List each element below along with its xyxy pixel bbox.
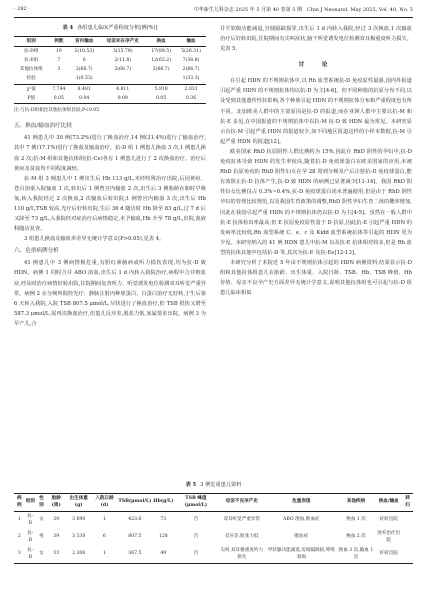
table-cell: 2 xyxy=(17,534,21,540)
table5-block xyxy=(14,481,413,564)
paragraph: 3 组患儿换血及输血率差异无统计学意义(P>0.05),见表 4。 xyxy=(24,236,165,243)
table-cell: 抗-D组 xyxy=(23,48,39,54)
table-cell: 49 xyxy=(152,546,174,564)
table4-header-cell: 例数 xyxy=(54,38,64,44)
table-row xyxy=(14,47,206,57)
table-cell: 3(15.79) xyxy=(112,48,133,54)
table-cell: 19 xyxy=(55,48,62,54)
table-cell: ABO 溶血,败血症 xyxy=(283,517,320,523)
table-cell: 男 xyxy=(39,534,44,540)
table-cell: 换血 3 次,输血 1 次 xyxy=(337,546,376,564)
table-cell: 423.6 xyxy=(128,517,142,523)
journal-title: 中华新生儿科杂志 2025 年 5 月第 40 卷第 5 期 Chin J Neonatol, May 2025, Vol. 40, No. 5 xyxy=(193,7,413,13)
table-cell: 73 xyxy=(160,517,167,523)
table5-caption xyxy=(14,481,413,490)
table-stat-row xyxy=(14,94,206,104)
table5-header-cell: 病例 xyxy=(17,496,22,508)
table-cell xyxy=(402,512,413,530)
table-cell: 2(66.7) xyxy=(152,67,170,73)
paragraph: 并平软腹功能减退,宫阔隔缺损等,出生后 1 d 内转入我院,经过 3 次换血,1 次输血治疗后好转出院,住院期间有尖叫症状,脑干听觉诱发电位检测双耳极重度听力损失。见表 5。 xyxy=(220,26,412,53)
table-cell: 0.05 xyxy=(48,94,69,104)
table-cell: 否 xyxy=(193,534,199,540)
table-row xyxy=(14,75,206,85)
table-cell: 换血 1 次 xyxy=(346,517,366,523)
table-cell: 女 xyxy=(36,546,47,564)
table-cell: 双耳听觉严重异常 xyxy=(223,517,261,523)
table5-header-cell: 转归 xyxy=(405,496,410,508)
table-cell: 2(11.8) xyxy=(114,57,132,63)
section-heading: 六、危重病例分析 xyxy=(14,248,59,255)
table-cell: 7(36.8) xyxy=(182,57,200,63)
table5-header-cell: 入院日龄(d) xyxy=(95,496,114,508)
table-cell: 好转出院 xyxy=(379,517,398,523)
table-cell: 5(26.31) xyxy=(181,48,201,54)
table4-header-cell: 换血 xyxy=(156,38,166,44)
table-cell: 1(0.53) xyxy=(69,75,99,85)
table5-title: 3 例危重患儿资料 xyxy=(200,482,242,488)
table-row xyxy=(14,56,206,65)
table5-header-cell: 出生体重(g) xyxy=(69,496,88,508)
table-cell: 1(33.3) xyxy=(176,75,206,85)
table-cell: 12(63.2) xyxy=(151,57,171,63)
table5-number: 表 5 xyxy=(185,482,197,488)
table-cell xyxy=(48,75,69,85)
table5-header-row xyxy=(14,494,413,512)
table4-note: 注:与抗-D组相比其他抗体组比较,P<0.05 xyxy=(14,108,100,114)
table5-header-cell: TSB(μmol/L) xyxy=(118,499,152,505)
table-cell: 2.031 xyxy=(184,86,198,92)
table5-header-cell: TSB 峰值(μmol/L) xyxy=(184,496,208,508)
table-cell: 33 xyxy=(47,546,66,564)
table-cell: 6 xyxy=(103,534,106,540)
right-column xyxy=(220,24,412,298)
table-cell: 39 xyxy=(53,517,60,523)
table-cell: 0.09 xyxy=(99,94,146,104)
table-cell: 807.5 xyxy=(128,534,142,540)
table-row xyxy=(14,512,413,530)
table-row xyxy=(14,66,206,75)
table-cell: 抗-D xyxy=(27,514,34,526)
section-heading-discussion: 讨 论 xyxy=(298,62,334,69)
table-cell: 尖叫,双耳极重度听力损失 xyxy=(217,546,266,564)
table4-title: 各组患儿临床严重程度分析[例(%)] xyxy=(77,25,158,31)
table-cell: 3 690 xyxy=(72,517,86,523)
table-cell: 反应差,肌张力低 xyxy=(224,534,259,540)
table5-header-cell: 危重表现 xyxy=(292,499,311,505)
table5-header-cell: 胎龄(周) xyxy=(51,496,61,508)
table-cell: 败血症 xyxy=(294,534,309,540)
table-cell: P值 xyxy=(14,94,48,104)
table-cell: 39 xyxy=(53,534,60,540)
table-cell: 女 xyxy=(39,517,44,523)
table-cell: 其他抗体组 xyxy=(19,67,43,73)
table-cell: 2(66.7) xyxy=(114,67,132,73)
table-cell: 否 xyxy=(174,546,217,564)
table-cell: 7.744 xyxy=(52,86,66,92)
table-stat-row xyxy=(14,84,206,94)
table-cell: 4.811 xyxy=(116,86,130,92)
paragraph: 抗-M 组 3 例患儿中 1 例出生后 Hb 113 g/L,未经特殊治疗出院,后因黄疸、苍白加重入院输血 1 次,转出后 1 例曾宫内输血 2 次,出生后 3 例胎龄在胎时早吸氧,转入我院经过 2 次换血,2 次输血后转出院;1 例曾宫内输血 3 次,出生后 Hb 110 g/L,TSB 较高,光疗后好转出院,生后 36 d 随访时 Hb 降至 83 g/L,过 7 d 后又降至 73 g/L,入我院经对症治疗后病情稳定,未予输血,Hb 升至 78 g/L,出院,血液科随访复查。 xyxy=(14,175,206,233)
table-cell: 0.04 xyxy=(69,94,99,104)
table-cell: 2(66.7) xyxy=(75,67,93,73)
running-header xyxy=(14,6,413,16)
table-cell: 17(89.5) xyxy=(151,48,171,54)
table5-header-cell: 母亲不良孕产史 xyxy=(225,499,258,505)
left-column xyxy=(14,24,206,329)
table5-header-cell: 组别 xyxy=(25,499,35,505)
table-row xyxy=(14,546,413,564)
table-cell xyxy=(146,75,176,85)
table4-header-cell: 宫内输血 xyxy=(75,38,94,44)
table-cell: 3 xyxy=(14,546,25,564)
table-cell: χ²值 xyxy=(26,86,36,92)
table-cell: 好转出院 xyxy=(375,546,402,564)
table-cell: 3 xyxy=(57,67,61,73)
section-heading: 五、换血/输血治疗比较 xyxy=(14,123,72,130)
table-cell: 0.36 xyxy=(176,94,206,104)
table-cell: 抗-D xyxy=(27,531,34,543)
table4-header-cell: 母亲未在孕产史 xyxy=(106,38,139,44)
paragraph: 41 例患儿中 30 例(73.2%)进行了换血治疗,14 例(31.4%)进行了输血治疗,其中 7 例(17.1%)进行了换血及输血治疗。抗-D 组 1 例患儿换血 3 次,1 例患儿换血 2 次;抗-M 组和其他抗体组(抗-Ce)各有 1 例患儿进行了 2 次换血治疗。治疗后黄疸及贫血均不同程度减轻。 xyxy=(14,135,206,172)
table-cell: 0 xyxy=(82,57,86,63)
table-row xyxy=(14,529,413,546)
table-cell: 检验 xyxy=(14,75,48,85)
table-cell: 1 xyxy=(17,517,21,523)
table-cell: 否 xyxy=(193,517,199,523)
table-cell: 甲状腺功能减退,房间隔缺损,呼吸衰竭 xyxy=(266,546,337,564)
table-cell: 1 xyxy=(103,517,106,523)
table-cell xyxy=(99,75,146,85)
table-cell: 2 200 xyxy=(66,546,92,564)
paragraph: 41 例患儿中 3 例病情极危重,有胆红素脑病或听力损伤表现,均为抗-D 致 HDN。病例 1 同时合并 ABO 溶血,出生后 1 d 内转入我院治疗,病程中合并败血症,经及时治疗病情好转出院,住院期间复查听力、听觉诱发电位检测双耳听觉严重异常。病例 2 在分娩所院经光疗、静脉注射丙种球蛋白、白蛋白治疗无好转,于生后第 6 天转入我院,入院 TSB 807.5 μmol/L,尽快进行了换血治疗,但 TSB 很快又增至 587.3 μmol/L,需再次换血治疗,但患儿反应差,肌张力低,家属要求出院。病例 3 为早产儿,合 xyxy=(14,260,206,327)
table-cell xyxy=(402,546,413,564)
table5 xyxy=(14,493,413,564)
table-cell: 367.5 xyxy=(117,546,152,564)
table5-header-cell: Hb(g/L) xyxy=(153,499,174,505)
table4-caption xyxy=(14,24,206,33)
table5-header-cell: 其他疾病 xyxy=(346,499,366,505)
table-cell: 2(66.7) xyxy=(182,67,200,73)
table4 xyxy=(14,36,206,104)
table-cell: 抗-E组 xyxy=(24,57,39,63)
table-cell: 2(10.53) xyxy=(74,48,95,54)
table-cell: 8.481 xyxy=(77,86,91,92)
table-cell: 7 xyxy=(57,57,61,63)
table-cell: 换血 2 次 xyxy=(346,534,366,540)
table-cell: 5.918 xyxy=(154,86,168,92)
paragraph: 欧美国家 RhD 抗原阴性人群比例约为 15%,因此在 RhD 阴性的孕妇中,抗-D 免疫抗体导致 HDN 的发生率较高,随着抗-D 免疫球蛋白在欧美国家的应用,未被 RhD 抗原免疫的 RhD 阴性妇女在孕 28 周到分娩及产后注射抗-D 免疫球蛋白,能有效阻止抗-D 抗体产生,抗-D 致 HDN 的病例已显著减少[11-14]。我国 RhD 阴性妇女比例仅占 0.3%~0.4%,抗-D 免疫球蛋白尚未普遍使用,但是由于 RhD 阴性孕妇的管理比较规范,以及我国生育政策的调整,RhD 阴性孕妇生育二孩的概率增加,因此在我国引起严重 HDN 的不规则抗体仍以抗-D 为主[4-5]。虽然在一般人群中抗-E 抗体检出率最高,但 E 抗原免疫原性弱于 D 抗原,因此抗-E 引起严重 HDN 的发病率比较低,Rh 血型系统 C、e、c 及 Kidd 血型系统抗体等引起的 HDN 更为少见。本研究纳入的 41 例 HDN 患儿中抗-M 以及抗-E 抗体相对较多,但是 Rh 血型的抗体其他中包括抗-D 等,其次为抗-E 及抗-Ee[12-13]。 xyxy=(220,148,412,256)
table-cell: 抗-D xyxy=(25,546,36,564)
table-cell: 3 330 xyxy=(72,534,86,540)
table5-header-cell: 换血/输血 xyxy=(378,499,399,505)
paragraph: 在引起 HDN 的不规则抗体中,以 Rh 血型系统抗-D 免疫原性最强,国内外报道引起严重 HDN 的不规则抗体均以抗-D 为主[4-6]。但不同种族的抗原分布不同,以及受到其他遗传性状影响,各个种族引起 HDN 的不规则抗体分布和严重程度也有所不同。北加欧美人群中的主要原因是抗-D 的报道,而在亚洲人群中主要以抗-M 和抗-E 多见,在中国报道的不规则抗体中以抗-M 抗-D 致 HDN 最为常见。本研究显示有抗-M 引起严重 HDN 的报道较少,如不同地区报道这样的小样本数据,抗-M 引起严重 HDN 的报道[12]。 xyxy=(220,78,412,145)
table4-header-cell: 输血 xyxy=(186,38,196,44)
table4-header-row xyxy=(14,37,206,47)
paragraph: 本研究分析了本院近 5 年由不规则抗体引起的 HDN 病例资料,结果显示抗-D 组和其他抗体组患儿在胎龄、出生体重、入院日龄、TSB、Hb、TSB 峰值、Hb 谷值、母亲不良孕产史方面差异无统计学意义,说明其他抗体组也可引起与抗-D 组患儿临床相似 xyxy=(220,259,412,297)
table-cell: 1 xyxy=(92,546,118,564)
table-cell: 0.05 xyxy=(146,94,176,104)
header-rule xyxy=(14,17,413,18)
table-cell: 128 xyxy=(158,534,168,540)
table-cell: 放弃治疗出院 xyxy=(377,531,401,543)
table4-number: 表 4 xyxy=(62,25,74,31)
page-number: · 282 · xyxy=(14,6,30,12)
table4-header-cell: 组别 xyxy=(26,38,36,44)
table-cell xyxy=(402,529,413,546)
table5-header-cell: 性别 xyxy=(39,496,44,508)
